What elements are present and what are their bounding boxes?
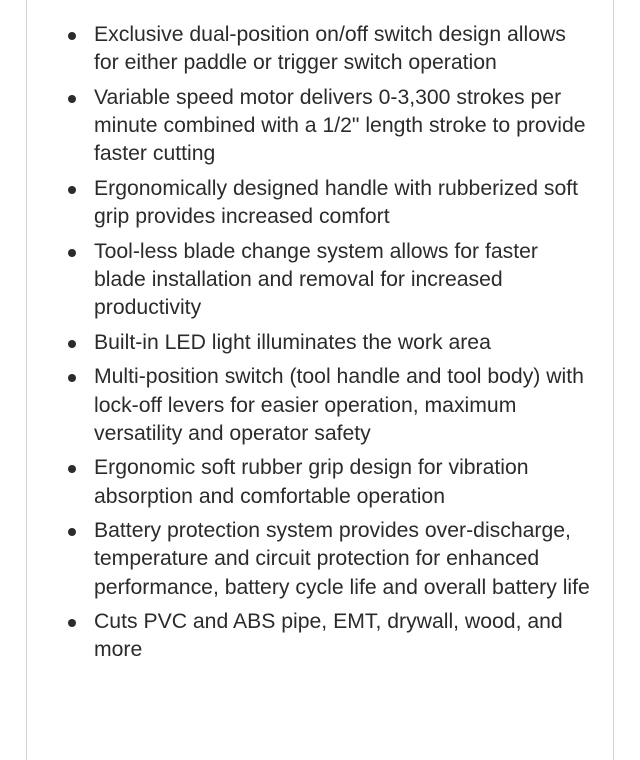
feature-list — [27, 21, 613, 671]
feature-list-item — [27, 363, 613, 448]
feature-text: Ergonomically designed handle with rubberized soft grip provides increased comfort — [94, 176, 579, 229]
product-description-card — [26, 0, 614, 760]
feature-list-item — [27, 517, 613, 602]
feature-list-item — [27, 454, 613, 511]
feature-text: Ergonomic soft rubber grip design for vibration absorption and comfortable operation — [94, 456, 529, 508]
bullet-icon — [68, 186, 76, 194]
feature-text: Multi-position switch (tool handle and tool body) with lock-off levers for easier operation, maximum versatility and operator safety — [94, 365, 584, 445]
bullet-icon — [68, 249, 76, 257]
bullet-icon — [68, 619, 76, 627]
feature-text: Exclusive dual-position on/off switch design allows for either paddle or trigger switch operation — [94, 23, 566, 75]
feature-text: Battery protection system provides over-discharge, temperature and circuit protection for enhanced performance, battery cycle life and overall battery life — [94, 519, 590, 599]
feature-text: Cuts PVC and ABS pipe, EMT, drywall, wood, and more — [94, 610, 563, 662]
bullet-icon — [68, 528, 76, 536]
bullet-icon — [68, 374, 76, 382]
bullet-icon — [68, 340, 76, 348]
feature-list-item — [27, 238, 613, 323]
bullet-icon — [68, 95, 76, 103]
feature-text: Variable speed motor delivers 0-3,300 strokes per minute combined with a 1/2" length stroke to provide faster cutting — [94, 85, 586, 166]
feature-list-item — [27, 21, 613, 78]
bullet-icon — [68, 32, 76, 40]
feature-text: Tool-less blade change system allows for faster blade installation and removal for increased productivity — [94, 239, 538, 320]
feature-list-item — [27, 329, 613, 357]
feature-text: Built-in LED light illuminates the work area — [94, 330, 491, 354]
feature-list-item — [27, 84, 613, 169]
feature-list-item — [27, 175, 613, 232]
feature-list-item — [27, 608, 613, 665]
bullet-icon — [68, 465, 76, 473]
